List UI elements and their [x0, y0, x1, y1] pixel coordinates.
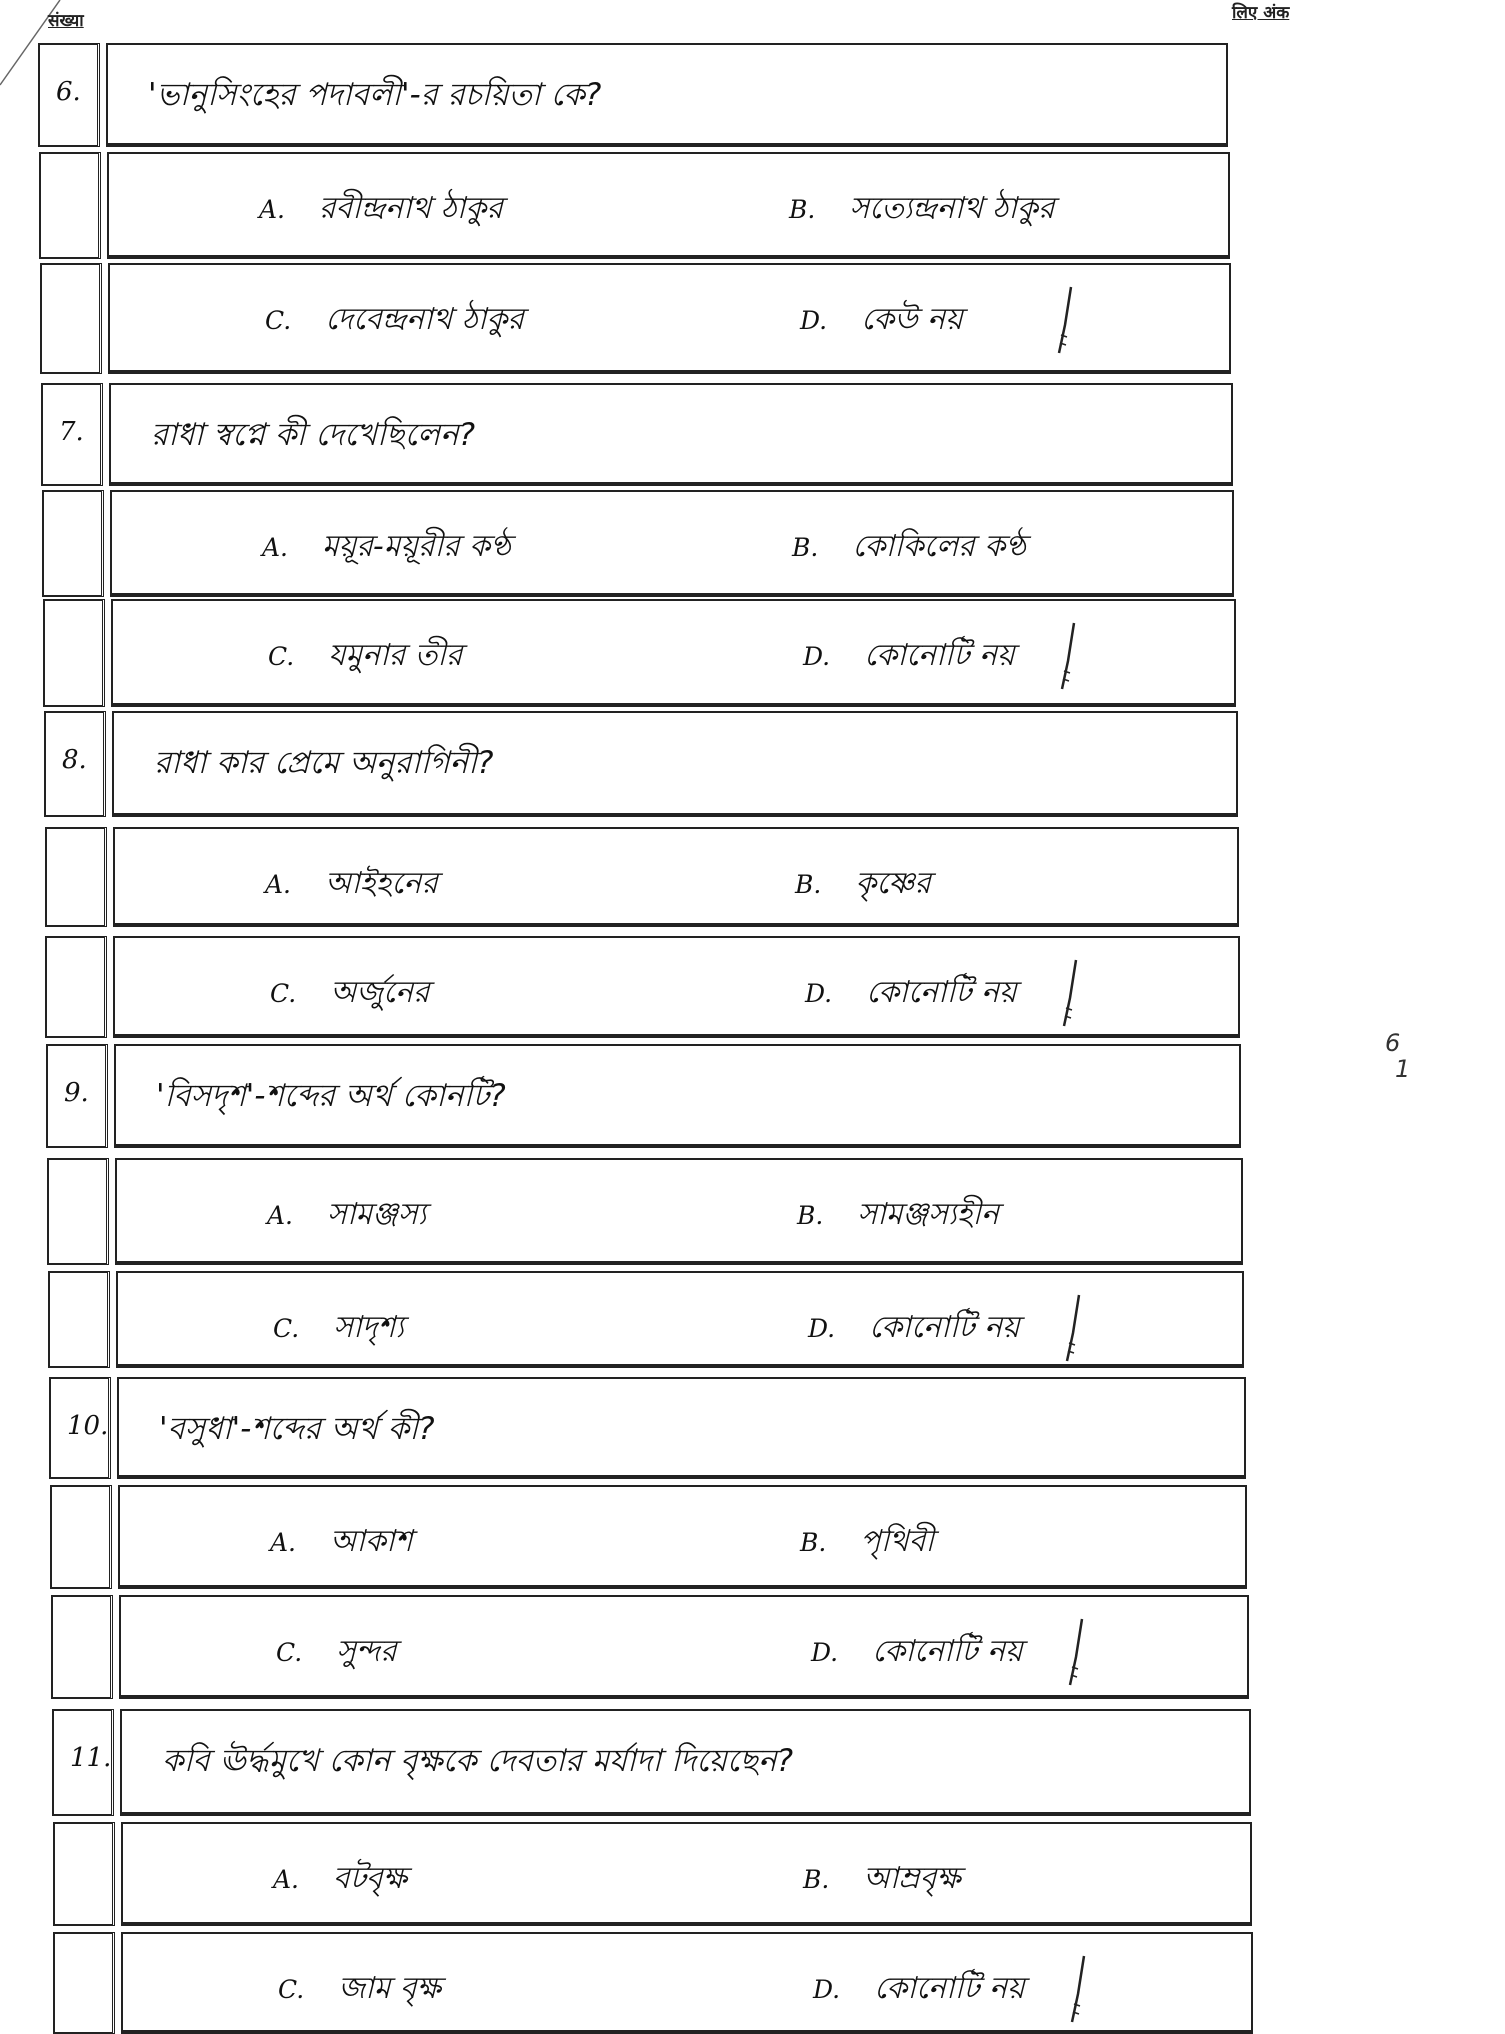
option-text: বটবৃক্ষ	[333, 1861, 408, 1896]
question-row	[41, 383, 1233, 486]
answer-tick-icon	[1058, 621, 1078, 691]
option-text: কোনোটি নয়	[864, 638, 1015, 673]
option-label: A.	[267, 1201, 294, 1230]
option-b	[789, 184, 1054, 235]
option-label: A.	[265, 870, 292, 899]
answer-tick-icon	[1060, 958, 1080, 1028]
option-text: সামঞ্জস্যহীন	[857, 1197, 999, 1232]
option-text: সাদৃশ্য	[333, 1310, 404, 1345]
option-text: সত্যেন্দ্রনাথ ঠাকুর	[849, 191, 1055, 226]
option-label: D.	[811, 1638, 839, 1667]
number-cell	[49, 1377, 111, 1479]
option-label: A.	[262, 533, 289, 562]
question-row	[52, 1709, 1251, 1816]
options-row	[50, 1485, 1247, 1589]
question-number: 8.	[62, 745, 87, 775]
question-text: 'বিসদৃশ'-শব্দের অর্থ কোনটি?	[156, 1078, 506, 1114]
option-text: কৃষ্ণের	[855, 866, 931, 901]
options-cell	[111, 599, 1236, 707]
options-cell	[118, 1485, 1247, 1589]
option-d	[803, 631, 1015, 682]
option-label: B.	[800, 1528, 827, 1557]
question-text: রাধা স্বপ্নে কী দেখেছিলেন?	[151, 417, 476, 453]
option-c	[270, 968, 429, 1019]
number-cell	[52, 1709, 114, 1816]
number-cell	[43, 599, 105, 707]
option-label: C.	[276, 1638, 303, 1667]
margin-note-line: 1	[1395, 1055, 1411, 1083]
options-cell	[108, 263, 1231, 374]
option-text: আইহনের	[325, 866, 438, 901]
options-row	[51, 1595, 1249, 1699]
number-cell	[48, 1271, 110, 1368]
option-text: সুন্দর	[336, 1634, 397, 1669]
question-cell	[114, 1044, 1241, 1148]
option-text: ময়ূর-ময়ূরীর কণ্ঠ	[322, 529, 511, 564]
number-cell	[38, 43, 100, 147]
answer-tick-icon	[1068, 1954, 1088, 2024]
option-c	[268, 631, 462, 682]
option-label: D.	[803, 642, 831, 671]
question-cell	[109, 383, 1233, 486]
option-label: B.	[792, 533, 819, 562]
header-marks-label: लिए अंक	[1232, 3, 1290, 23]
option-b	[792, 522, 1026, 573]
options-row	[40, 263, 1231, 374]
option-text: জাম বৃক্ষ	[338, 1971, 441, 2006]
question-number: 7.	[59, 417, 84, 447]
options-cell	[110, 490, 1234, 597]
options-row	[39, 152, 1230, 259]
number-cell	[51, 1595, 113, 1699]
options-cell	[115, 1158, 1243, 1265]
option-text: অর্জুনের	[330, 975, 430, 1010]
option-d	[808, 1303, 1020, 1354]
option-d	[811, 1627, 1023, 1678]
option-text: আকাশ	[330, 1524, 413, 1559]
question-row	[49, 1377, 1246, 1479]
options-cell	[113, 936, 1240, 1038]
option-c	[265, 295, 524, 346]
answer-tick-icon	[1055, 285, 1075, 355]
option-label: B.	[789, 195, 816, 224]
question-cell	[106, 43, 1228, 147]
options-row	[53, 1932, 1253, 2034]
option-label: C.	[268, 642, 295, 671]
option-label: C.	[265, 306, 292, 335]
option-text: কোনোটি নয়	[866, 975, 1017, 1010]
option-b	[800, 1517, 934, 1568]
option-d	[813, 1964, 1025, 2015]
question-row	[46, 1044, 1241, 1148]
options-row	[45, 936, 1240, 1038]
margin-note-line: 6	[1385, 1029, 1401, 1057]
question-number: 6.	[56, 77, 81, 107]
option-a	[262, 522, 511, 573]
question-row	[44, 711, 1238, 817]
number-cell	[53, 1822, 115, 1926]
option-b	[803, 1854, 961, 1905]
option-label: C.	[278, 1975, 305, 2004]
question-number: 9.	[64, 1078, 89, 1108]
question-text: 'ভানুসিংহের পদাবলী'-র রচয়িতা কে?	[148, 77, 602, 113]
question-row	[38, 43, 1228, 147]
option-label: B.	[803, 1865, 830, 1894]
option-text: যমুনার তীর	[328, 638, 463, 673]
option-a	[265, 859, 438, 910]
number-cell	[45, 936, 107, 1038]
option-text: কোকিলের কণ্ঠ	[852, 529, 1026, 564]
options-cell	[119, 1595, 1249, 1699]
number-cell	[45, 827, 107, 927]
number-cell	[53, 1932, 115, 2034]
option-a	[267, 1190, 426, 1241]
options-cell	[107, 152, 1230, 259]
number-cell	[41, 383, 103, 486]
options-row	[47, 1158, 1243, 1265]
option-text: পৃথিবী	[860, 1524, 934, 1559]
question-cell	[120, 1709, 1251, 1816]
option-text: কোনোটি নয়	[872, 1634, 1023, 1669]
option-a	[270, 1517, 412, 1568]
number-cell	[47, 1158, 109, 1265]
option-label: C.	[270, 979, 297, 1008]
option-label: A.	[273, 1865, 300, 1894]
option-c	[278, 1964, 441, 2015]
answer-tick-icon	[1063, 1293, 1083, 1363]
option-d	[800, 295, 963, 346]
number-cell	[39, 152, 101, 259]
option-label: D.	[805, 979, 833, 1008]
margin-note	[1385, 1030, 1410, 1082]
options-cell	[113, 827, 1239, 927]
options-row	[48, 1271, 1244, 1368]
number-cell	[46, 1044, 108, 1148]
question-cell	[117, 1377, 1246, 1479]
options-row	[53, 1822, 1252, 1926]
options-cell	[116, 1271, 1244, 1368]
option-label: D.	[808, 1314, 836, 1343]
number-cell	[42, 490, 104, 597]
question-text: রাধা কার প্রেমে অনুরাগিনী?	[154, 745, 494, 781]
option-label: B.	[795, 870, 822, 899]
option-label: A.	[259, 195, 286, 224]
option-text: সামঞ্জস্য	[327, 1197, 427, 1232]
option-c	[273, 1303, 404, 1354]
option-text: কোনোটি নয়	[874, 1971, 1025, 2006]
option-text: আম্রবৃক্ষ	[863, 1861, 961, 1896]
options-row	[43, 599, 1236, 707]
options-row	[42, 490, 1234, 597]
question-text: 'বসুধা'-শব্দের অর্থ কী?	[159, 1411, 435, 1447]
number-cell	[40, 263, 102, 374]
option-text: কেউ নয়	[861, 302, 963, 337]
option-a	[259, 184, 503, 235]
options-row	[45, 827, 1239, 927]
option-label: D.	[800, 306, 828, 335]
option-b	[797, 1190, 999, 1241]
options-cell	[121, 1932, 1253, 2034]
option-label: B.	[797, 1201, 824, 1230]
option-b	[795, 859, 931, 910]
answer-tick-icon	[1066, 1617, 1086, 1687]
option-c	[276, 1627, 397, 1678]
options-cell	[121, 1822, 1252, 1926]
question-number: 11.	[70, 1743, 112, 1773]
question-text: কবি ঊর্দ্ধমুখে কোন বৃক্ষকে দেবতার মর্যাদা দিয়েছেন?	[162, 1743, 794, 1779]
option-label: D.	[813, 1975, 841, 2004]
header-number-label: संख्या	[48, 11, 84, 31]
option-text: রবীন্দ্রনাথ ঠাকুর	[319, 191, 503, 226]
option-text: দেবেন্দ্রনাথ ঠাকুর	[325, 302, 524, 337]
question-cell	[112, 711, 1238, 817]
number-cell	[44, 711, 106, 817]
question-number: 10.	[67, 1411, 109, 1441]
number-cell	[50, 1485, 112, 1589]
option-label: A.	[270, 1528, 297, 1557]
option-d	[805, 968, 1017, 1019]
option-a	[273, 1854, 407, 1905]
option-text: কোনোটি নয়	[869, 1310, 1020, 1345]
option-label: C.	[273, 1314, 300, 1343]
